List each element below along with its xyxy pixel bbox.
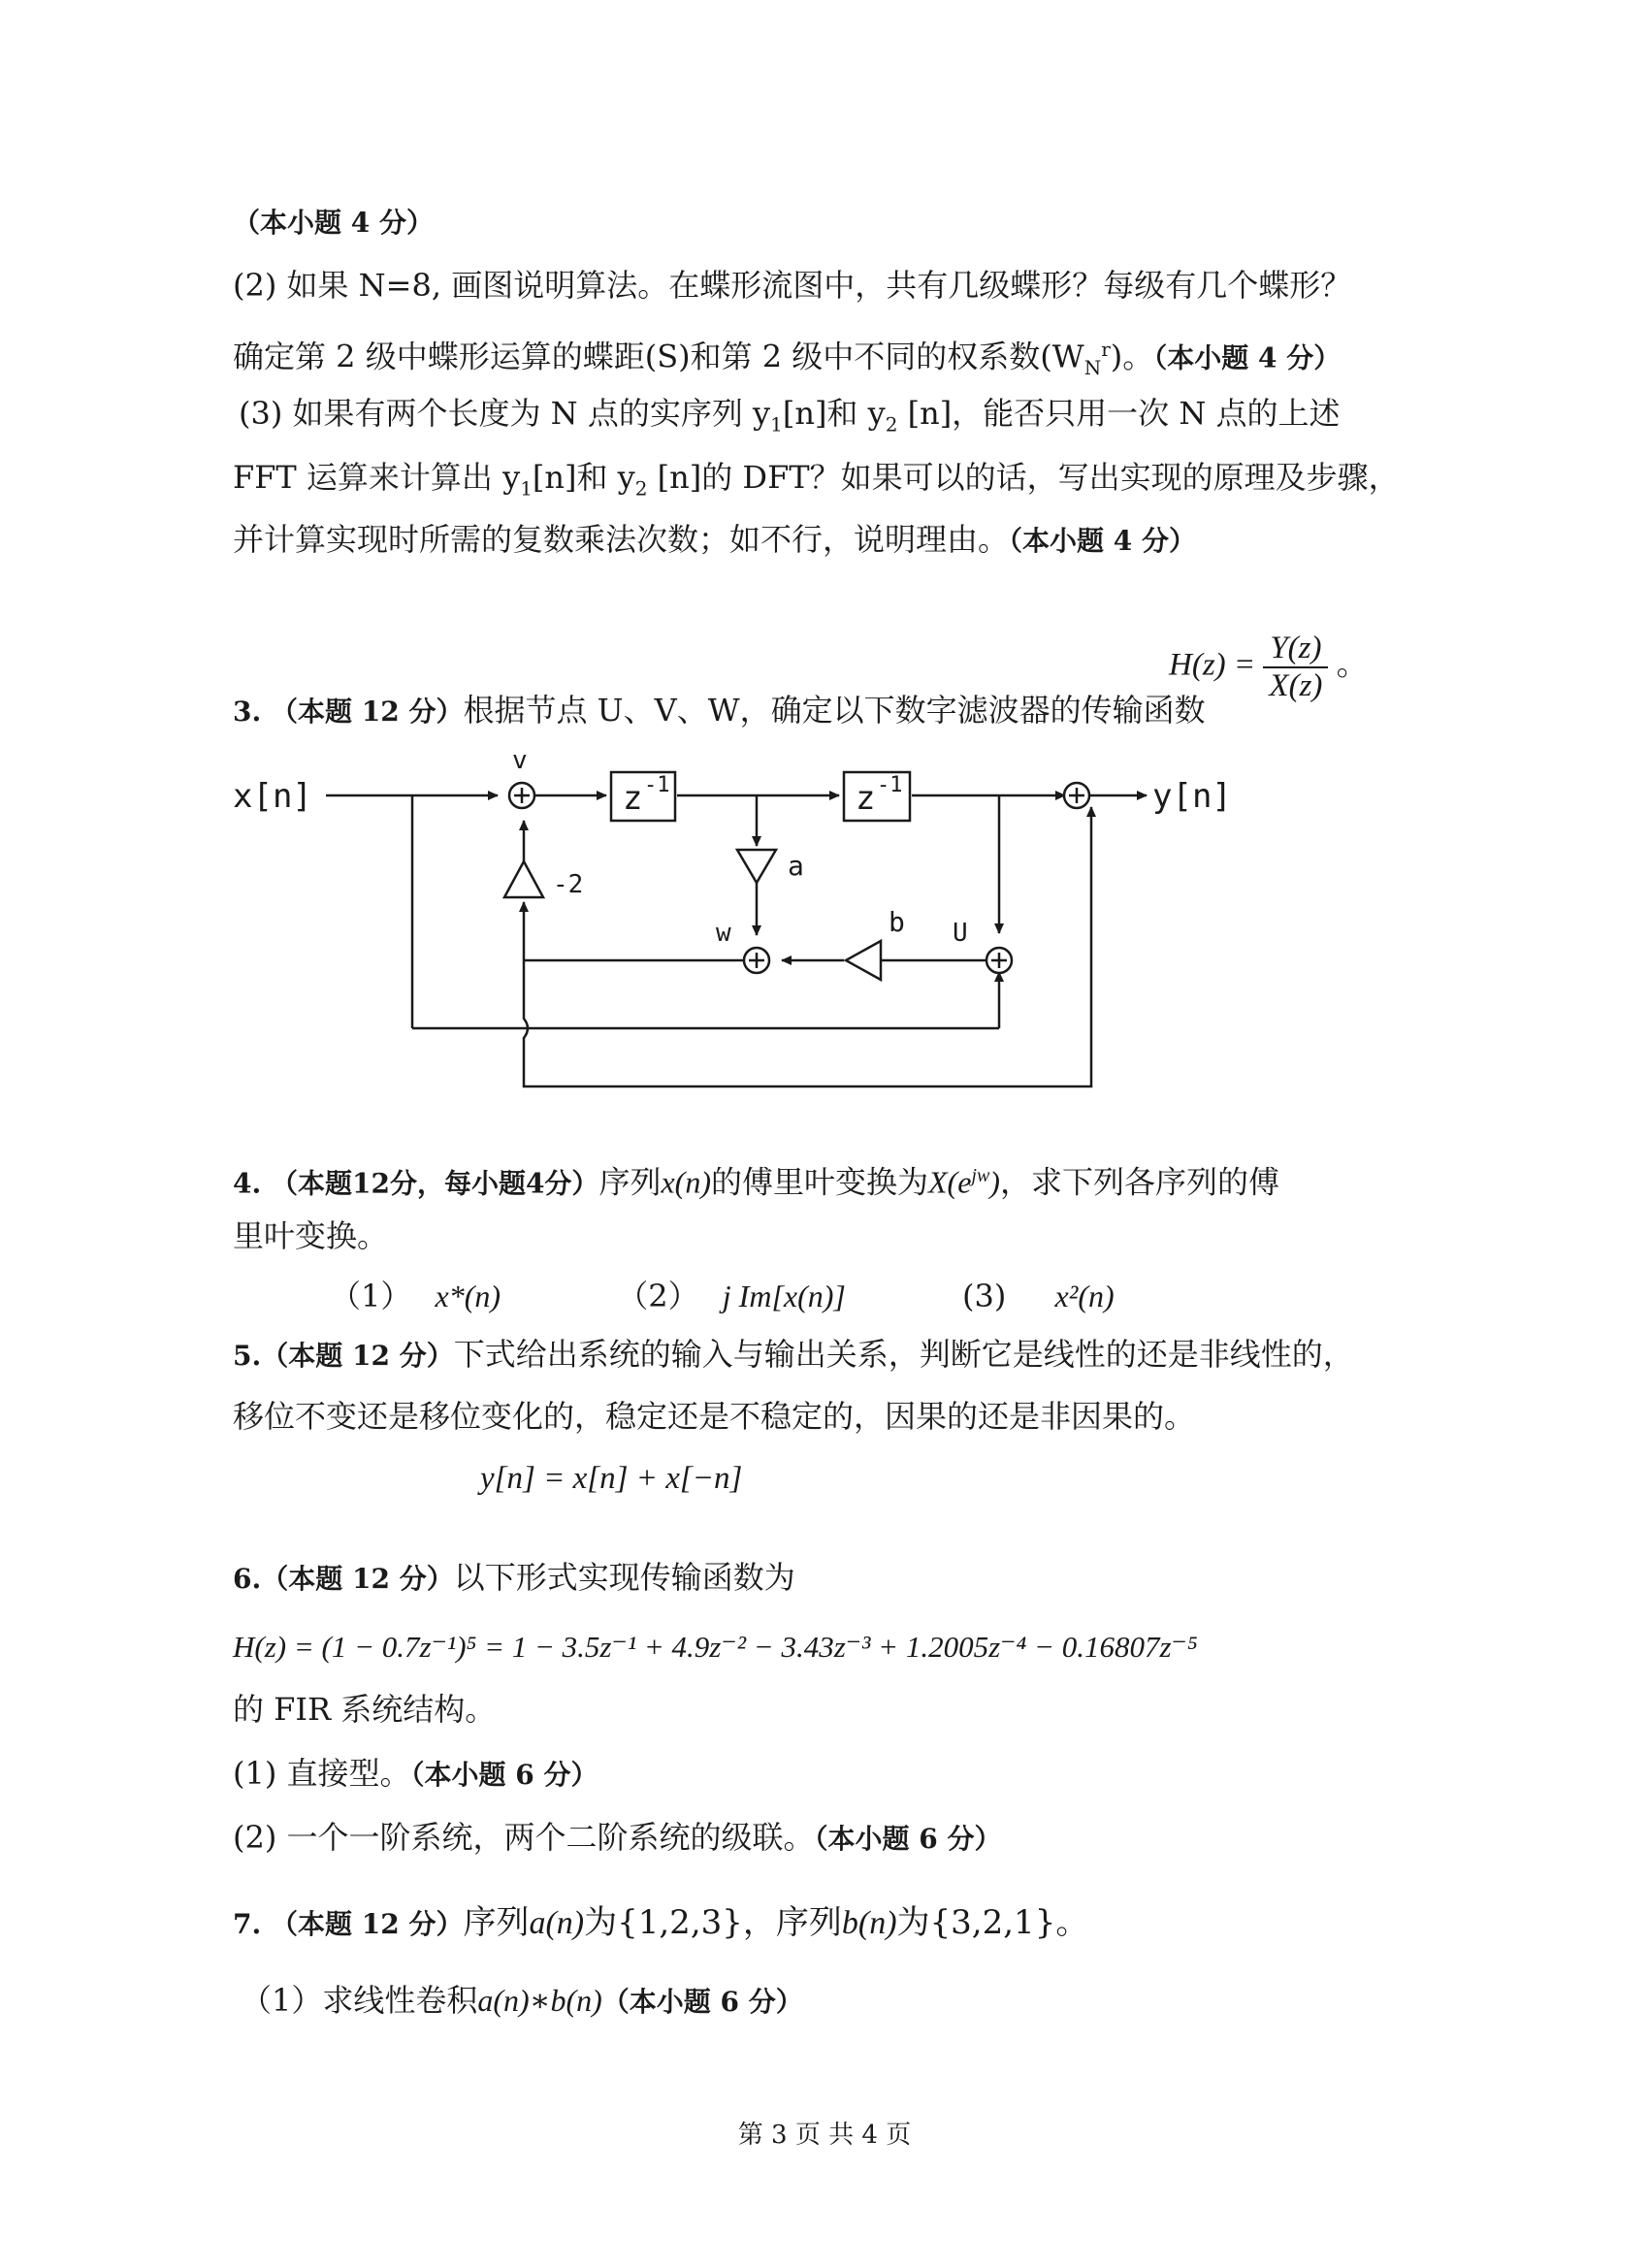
question-5-text-cont: 移位不变还是移位变化的，稳定还是不稳定的，因果的还是非因果的。: [233, 1398, 1196, 1435]
text-span: 以下形式实现传输函数为: [453, 1559, 795, 1596]
item-number: （2）: [617, 1278, 699, 1314]
text-span: 的傅里叶变换为: [710, 1163, 928, 1201]
gain-b-amplifier: [846, 941, 881, 980]
input-label: x[n]: [233, 777, 312, 816]
question-number: 7. （本题 12 分）: [233, 1908, 464, 1940]
node-v-label: v: [512, 746, 528, 775]
node-u-label: U: [953, 919, 968, 948]
question-5-title: [233, 1333, 1354, 1377]
filter-block-diagram: [223, 737, 1271, 1125]
text-span: [n]和 y: [532, 459, 635, 496]
subscript: 2: [885, 412, 898, 437]
question-number: 5.（本题 12 分）: [233, 1340, 454, 1372]
math-square: x²(n): [1054, 1279, 1115, 1313]
fraction-numerator: Y(z): [1263, 631, 1328, 668]
subquestion-3-text-cont: [233, 456, 1400, 509]
sequence-a: {1,2,3}: [617, 1903, 743, 1942]
page-footer: 第 3 页 共 4 页: [737, 2121, 912, 2150]
fraction-denominator: X(z): [1269, 668, 1323, 703]
question-number: 4. （本题12分，每小题4分）: [233, 1167, 599, 1200]
gain-a-label: a: [788, 850, 804, 882]
fraction: [1263, 631, 1328, 704]
text-span: 根据节点 U、V、W，确定以下数字滤波器的传输函数: [463, 692, 1206, 729]
delay1-label: z: [623, 779, 643, 818]
math-imag-part: j Im[x(n)]: [722, 1279, 846, 1313]
text-span: 为: [584, 1903, 618, 1942]
output-label: y[n]: [1152, 777, 1232, 816]
subquestion-score: （本小题 4 分）: [233, 207, 434, 239]
math-conjugate: x*(n): [435, 1279, 501, 1313]
question-4-items: [330, 1275, 1115, 1317]
subquestion-2-text-cont: [233, 328, 1341, 389]
math-x-n: x(n): [661, 1164, 711, 1200]
subquestion-3-text-end: [233, 518, 1196, 563]
question-6-item-1: [233, 1752, 598, 1797]
question-number: 6.（本题 12 分）: [233, 1563, 454, 1595]
text-span: [n]，能否只用一次 N 点的上述: [897, 395, 1341, 432]
gain-b-label: b: [889, 906, 905, 938]
text-span: (1) 直接型。: [233, 1755, 411, 1792]
text-span: [n]的 DFT？如果可以的话，写出实现的原理及步骤，: [647, 459, 1400, 496]
math-b-n: b(n): [841, 1905, 897, 1941]
text-span: ，序列: [742, 1903, 842, 1942]
text-span: (3) 如果有两个长度为 N 点的实序列 y: [239, 395, 771, 432]
text-span: 并计算实现时所需的复数乘法次数；如不行，说明理由。: [233, 521, 1010, 558]
math-paren: ): [989, 1164, 1000, 1200]
question-6-text-cont: 的 FIR 系统结构。: [233, 1691, 497, 1728]
score-note: （本小题 6 分）: [601, 1986, 803, 2018]
feedback-wire: [524, 807, 1091, 1086]
text-span: 确定第 2 级中蝶形运算的蝶距(S)和第 2 级中不同的权系数(W: [233, 338, 1084, 375]
math-convolution: a(n)∗b(n): [477, 1983, 602, 2018]
subquestion-2-text: (2) 如果 N=8, 画图说明算法。在蝶形流图中，共有几级蝶形？每级有几个蝶形？: [233, 267, 1352, 304]
question-4-text-cont: 里叶变换。: [233, 1217, 389, 1254]
question-7-item-1: [241, 1979, 803, 2024]
subscript: N: [1083, 356, 1102, 380]
question-6-equation: H(z) = (1 − 0.7z⁻¹)⁵ = 1 − 3.5z⁻¹ + 4.9z⁻² − 3.43z⁻³ + 1.2005z⁻⁴ − 0.16807z⁻⁵: [233, 1630, 1198, 1664]
gain-neg2-amplifier: [504, 861, 543, 897]
text-span: ，求下列各序列的傅: [999, 1163, 1279, 1201]
formula-lhs: H(z) =: [1169, 647, 1256, 683]
question-6-item-2: [233, 1816, 1002, 1861]
score-note: （本小题 6 分）: [814, 1823, 1002, 1855]
question-number: 3. （本题 12 分）: [233, 696, 464, 728]
item-number: （1）: [330, 1278, 412, 1314]
text-span: 序列: [463, 1903, 530, 1942]
subscript: 2: [634, 476, 648, 501]
superscript: r: [1101, 338, 1111, 361]
text-span: (2) 一个一阶系统，两个二阶系统的级联。: [233, 1819, 815, 1856]
gain-neg2-label: -2: [553, 870, 584, 899]
question-4-title: [233, 1154, 1279, 1206]
text-span: )。: [1110, 338, 1154, 375]
delay2-exponent: -1: [877, 773, 903, 797]
delay1-exponent: -1: [644, 773, 670, 797]
sequence-b: {3,2,1}: [929, 1903, 1056, 1942]
question-3-title: [233, 689, 1206, 733]
gain-a-amplifier: [737, 850, 776, 883]
text-span: 为: [896, 1903, 930, 1942]
text-span: FFT 运算来计算出 y: [233, 459, 521, 496]
subscript: 1: [770, 412, 783, 437]
score-note: （本小题 4 分）: [1009, 525, 1196, 557]
item-number: (3): [962, 1278, 1007, 1314]
text-span: [n]和 y: [782, 395, 886, 432]
node-w-label: w: [716, 919, 731, 948]
score-note: （本小题 4 分）: [1153, 341, 1342, 374]
question-6-title: [233, 1556, 795, 1601]
score-note: （本小题 6 分）: [410, 1759, 598, 1791]
text-span: 。: [1055, 1903, 1089, 1942]
text-span: 序列: [598, 1163, 662, 1201]
text-span: （1）求线性卷积: [241, 1982, 478, 2019]
delay2-label: z: [856, 779, 876, 818]
text-span: 下式给出系统的输入与输出关系，判断它是线性的还是非线性的，: [453, 1336, 1354, 1373]
period: 。: [1336, 647, 1369, 683]
question-5-equation: y[n] = x[n] + x[−n]: [480, 1461, 743, 1496]
math-fourier: X(e: [927, 1164, 972, 1200]
question-7-title: [233, 1901, 1088, 1946]
math-a-n: a(n): [529, 1905, 585, 1941]
subquestion-3-text: [239, 392, 1341, 445]
subscript: 1: [520, 476, 533, 501]
transfer-function-formula: [1169, 631, 1369, 704]
superscript: jw: [971, 1165, 990, 1186]
